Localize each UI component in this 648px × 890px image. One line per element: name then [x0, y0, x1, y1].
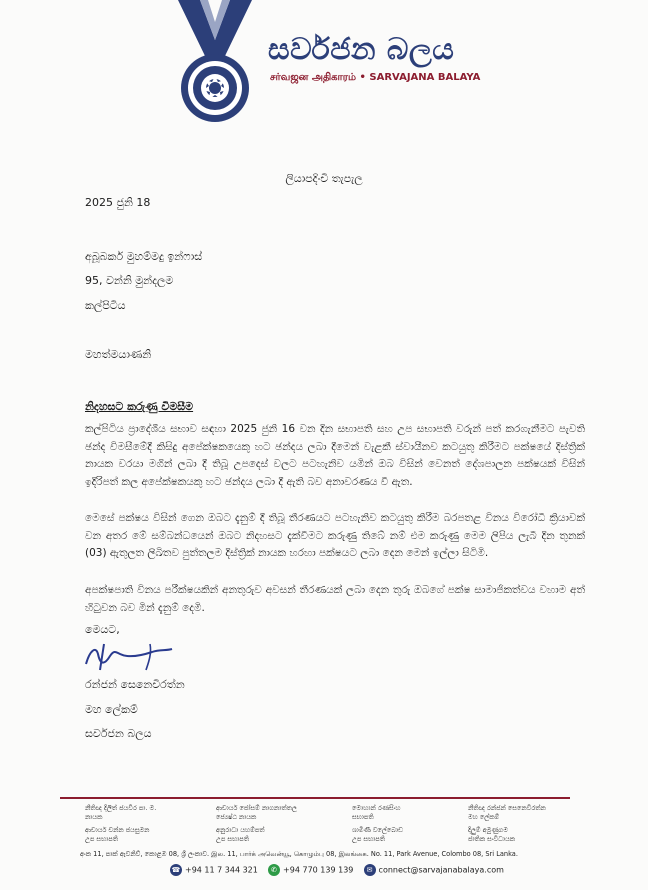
brand-subtitle-tamil: சர்வஜன அதிகாரம்	[270, 72, 356, 83]
officer-role: සභාපති	[352, 813, 374, 821]
body-paragraph-3: අපක්ෂපාති විනය පරීක්ෂයකින් අනතුරුව අවසන් තීරණයක් ලබා දෙන තුරු ඔබගේ පක්ෂ සාමාජිකත්වය වහාම අත් හිටුවන බව මින් දැනුම් දෙමි.	[85, 584, 585, 614]
whatsapp-icon: ✆	[268, 864, 280, 876]
officer-name: ආචාර්ය චන්න ජයසුමන	[85, 826, 150, 834]
officer-name: දිලුම් අමුණුගම	[468, 826, 508, 834]
document-title: ලියාපදිංචි තැපැල	[285, 172, 363, 185]
closing: මෙයට,	[85, 623, 120, 636]
officer-name: ශාමිණී වලේබොඩ	[352, 826, 403, 834]
officer-name: නීතිඥ රන්ජන් සෙනෙවිරත්න	[468, 804, 546, 812]
recipient-address-line1: 95, වන්නි මුන්දලම	[85, 274, 174, 287]
email-icon: ✉	[364, 864, 376, 876]
footer-officer	[216, 826, 326, 844]
footer-contacts	[170, 864, 504, 877]
officer-role: ජාතික සංවිධායක	[468, 835, 516, 843]
salutation: මහත්මයාණනි	[85, 348, 152, 361]
footer-email[interactable]: connect@sarvajanabalaya.com	[378, 865, 504, 875]
officer-name: නීතිඥ දිලිත් ජයවීර පා. ම.	[85, 804, 157, 812]
footer-divider	[60, 797, 570, 799]
officer-role: උප සභාපති	[85, 835, 119, 843]
brand-subtitle	[270, 72, 480, 84]
signer-organization: සර්වජන බලය	[85, 727, 152, 740]
footer-officer	[352, 804, 462, 822]
brand-subtitle-english: SARVAJANA BALAYA	[369, 72, 481, 83]
body-paragraph-2: මෙසේ පක්ෂය විසින් ගෙන ඔබට දැනුම් දී තිබූ තීරණයට පටහැනිව කටයුතු කිරීම බරපතළ විනය විරෝධී ක්‍රියාවක් වන අතර මේ සම්බන්ධයෙන් ඔබට නිදහසට දැක්වීමට කරුණු තිබේ නම් එම කරුණු මෙම ලිපිය ලැබී දින තුනක් (03) ඇතුලත ලිඛිතව පුත්තලම දිස්ත්‍රික් නායක හරහා පක්ෂයට ලබා දෙන මෙන් ඉල්ලා සිටිමි.	[85, 512, 585, 559]
party-logo	[170, 0, 260, 130]
officer-name: අනුරාධා යහම්පත්	[216, 826, 265, 834]
footer-officer	[85, 826, 195, 844]
brand-name: සර්වජන බලය	[268, 32, 455, 67]
officer-role: උප සභාපති	[352, 835, 386, 843]
letter-date: 2025 ජුනි 18	[85, 196, 151, 209]
footer-officer	[468, 826, 578, 844]
footer-phone-2[interactable]: +94 770 139 139	[283, 865, 354, 875]
footer-phone-1[interactable]: +94 11 7 344 321	[185, 865, 258, 875]
body-paragraph-1: කල්පිටිය ප්‍රාදේශීය සභාව සඳහා 2025 ජුනි 16 වන දින සභාපති සහ උප සභාපති වරුන් පත් කරගැනීමට පැවති ඡන්ද විමසීමේදී කිසිදු අපේක්ෂකයෙකු හට ඡන්දය ලබා දීමෙන් වැළකී ස්වායීනව කටයුතු කිරීමට පක්ෂයේ දිස්ත්‍රික් නායක වරයා මගින් ලබා දී තිබූ උපදෙස් වලට පටහැනිව යමින් ඔබ විසින් වෙනත් දේශපාලන පක්ෂයක් විසින් ඉදිරිපත් කල අපේක්ෂකයකු හට ඡන්දය ලබා දී ඇති බව අනාවරණය වී ඇත.	[85, 423, 585, 488]
brand-subtitle-separator: •	[359, 72, 366, 83]
recipient-name: අබූබකර් මුහම්මදු ඉන්ෆාස්	[85, 250, 203, 263]
footer-officer	[85, 804, 195, 822]
signature	[80, 640, 190, 674]
footer-address: අංක 11, පාක් ඇවනිව්, කොළඹ 08, ශ්‍රී ලංකාව. இல. 11, பார்க் அவென்யூ, கொழும்பு 08, இலங்கை. No. 11, Park Avenue, Colombo 08, Sri Lanka.	[80, 850, 518, 858]
signer-title: මහ ලේකම්	[85, 703, 138, 716]
footer-officer	[468, 804, 578, 822]
footer-officer	[352, 826, 462, 844]
officer-role: ජ්‍යෙෂ්ඨ නායක	[216, 813, 257, 821]
officer-role: නායක	[85, 813, 103, 821]
officer-role: උප සභාපති	[216, 835, 250, 843]
signer-name: රන්ජන් සෙනෙවිරත්න	[85, 678, 185, 691]
phone-icon: ☎	[171, 866, 181, 874]
officer-name: මොහාන් රණසිංහ	[352, 804, 401, 812]
letter-subject: නිදහසට කරුණු විමසීම	[85, 400, 194, 413]
officer-role: මහ ලේකම්	[468, 813, 500, 821]
recipient-address-line2: කල්පිටිය	[85, 299, 126, 312]
footer-officer	[216, 804, 326, 822]
officer-name: ආචාර්ය ජෝසම් නාගනාත්තල	[216, 804, 297, 812]
